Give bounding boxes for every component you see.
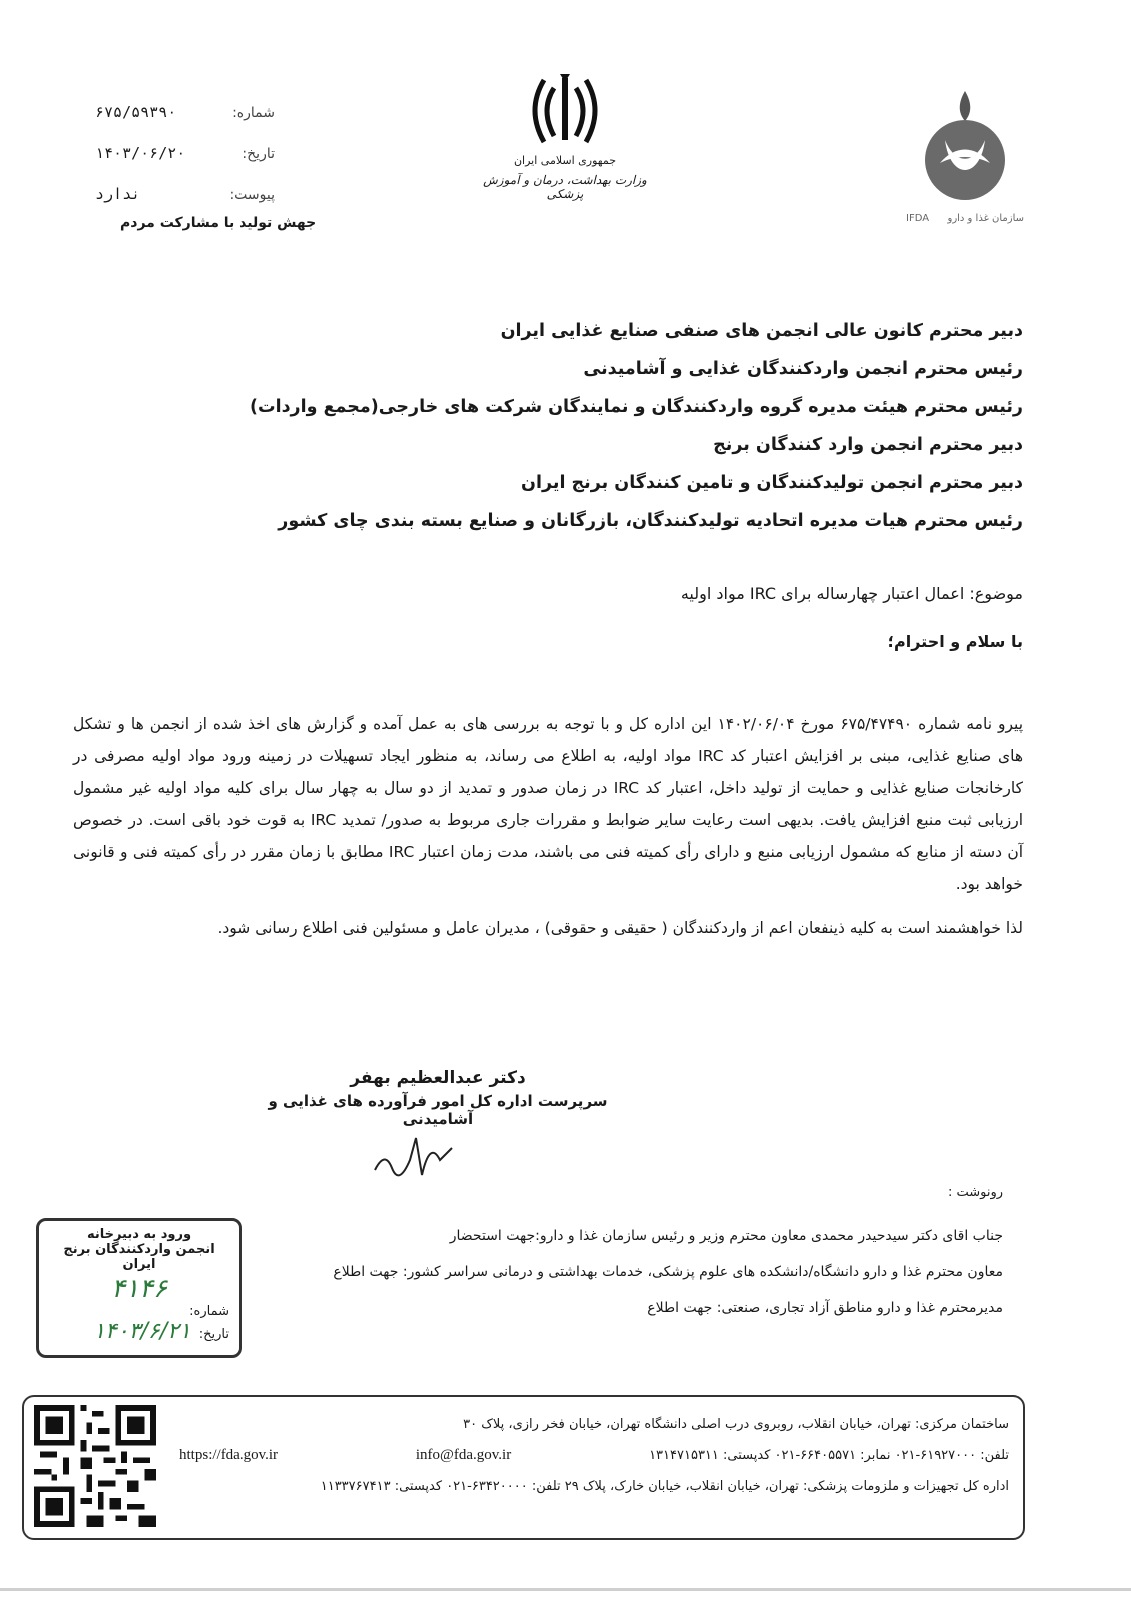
handwritten-signature-icon bbox=[370, 1130, 460, 1190]
recipient-line: دبیر محترم انجمن وارد کنندگان برنج bbox=[713, 435, 1023, 455]
cc-line: مدیرمحترم غذا و دارو مناطق آزاد تجاری، صنعتی: جهت اطلاع bbox=[647, 1300, 1003, 1316]
recipient-line: رئیس محترم هیات مدیره اتحادیه تولیدکنندگان، بازرگانان و صنایع بسته بندی چای کشور bbox=[278, 511, 1023, 531]
letter-number-label: شماره: bbox=[232, 105, 275, 121]
ifda-caption-en: IFDA bbox=[906, 213, 930, 224]
footer-address-2: اداره کل تجهیزات و ملزومات پزشکی: تهران، خیابان انقلاب، خیابان خارک، پلاک ۲۹ تلفن: ۶۳۴۲۰۰۰۰-۰۲۱ کدپستی: ۱۱۳۳۷۶۷۴۱۳ bbox=[320, 1479, 1009, 1494]
letter-date-label: تاریخ: bbox=[242, 146, 275, 162]
letter-meta bbox=[95, 92, 275, 215]
emblem-line-1: جمهوری اسلامی ایران bbox=[513, 154, 617, 167]
recipient-line: رئیس محترم هیئت مدیره گروه واردکنندگان و نمایندگان شرکت های خارجی(مجمع واردات) bbox=[249, 397, 1023, 417]
body-paragraph: لذا خواهشمند است به کلیه ذینفعان اعم از واردکنندگان ( حقیقی و حقوقی) ، مدیران عامل و مسئولین فنی اطلاع رسانی شود. bbox=[217, 919, 1023, 937]
letter-attachment-row bbox=[95, 174, 275, 215]
footer-contact-1: تلفن: ۶۱۹۲۷۰۰۰-۰۲۱ نمابر: ۶۶۴۰۵۵۷۱-۰۲۱ کدپستی: ۱۳۱۴۷۱۵۳۱۱ bbox=[649, 1448, 1009, 1463]
letter-number-value: ۶۷۵/۵۹۳۹۰ bbox=[95, 103, 177, 121]
receipt-stamp bbox=[36, 1218, 242, 1358]
footer-email-link[interactable]: info@fda.gov.ir bbox=[415, 1447, 512, 1463]
qr-code-icon bbox=[34, 1405, 156, 1527]
stamp-title-2: انجمن واردکنندگان برنج ایران bbox=[63, 1242, 215, 1272]
letter-body bbox=[73, 708, 1023, 944]
stamp-number-label: شماره: bbox=[189, 1304, 229, 1319]
recipients-list bbox=[123, 312, 1023, 540]
stamp-date-value: ۱۴۰۳/۶/۲۱ bbox=[93, 1319, 191, 1344]
bottom-rule bbox=[0, 1588, 1131, 1591]
ifda-logo bbox=[900, 85, 1030, 224]
signatory-title: سرپرست اداره کل امور فرآورده های غذایی و آشامیدنی bbox=[268, 1092, 608, 1128]
iran-emblem-icon bbox=[530, 70, 600, 148]
letter-attachment-value: ندارد bbox=[95, 185, 141, 203]
stamp-title-1: ورود به دبیرخانه bbox=[86, 1227, 192, 1242]
letter-date-row bbox=[95, 133, 275, 174]
stamp-date-label: تاریخ: bbox=[198, 1327, 229, 1342]
footer-box bbox=[22, 1395, 1025, 1540]
body-paragraph: پیرو نامه شماره ۶۷۵/۴۷۴۹۰ مورخ ۱۴۰۲/۰۶/۰۴ این اداره کل و با توجه به بررسی های به عمل آمده و گزارش های اخذ شده از انجمن ها و تشکل های صنایع غذایی، مبنی بر افزایش اعتبار کد IRC مواد اولیه، به اطلاع می رساند، به منظور ایجاد تسهیلات در زمینه ورود مواد اولیه مصرفی در کارخانجات صنایع غذایی و حمایت از تولید داخل، اعتبار کد IRC در زمان صدور و تمدید از دو سال به چهار سال برای کلیه مواد اولیه غیر مشمول ارزیابی ثبت منبع افزایش یافت. بدیهی است رعایت سایر ضوابط و مقررات جاری مربوط به صدور/ تمدید IRC به قوت خود باقی است. در خصوص آن دسته از منابع که مشمول ارزیابی منبع و دارای رأی کمیته فنی می باشند، مدت زمان اعتبار IRC مطابق با زمان مقرر در رأی کمیته فنی و قانونی خواهد بود. bbox=[73, 715, 1024, 893]
recipient-line: رئیس محترم انجمن واردکنندگان غذایی و آشامیدنی bbox=[583, 359, 1023, 379]
ifda-caption-fa: سازمان غذا و دارو bbox=[947, 213, 1024, 224]
signatory-name: دکتر عبدالعظیم بهفر bbox=[350, 1068, 526, 1088]
footer-website-link[interactable]: https://fda.gov.ir bbox=[179, 1447, 279, 1463]
letter-attachment-label: پیوست: bbox=[229, 187, 275, 203]
ifda-logo-icon bbox=[910, 85, 1020, 205]
cc-line: جناب اقای دکتر سیدحیدر محمدی معاون محترم وزیر و رئیس سازمان غذا و دارو:جهت استحضار bbox=[449, 1228, 1003, 1244]
signature-block bbox=[248, 1068, 628, 1128]
cc-list bbox=[183, 1218, 1003, 1326]
letter-subject: موضوع: اعمال اعتبار چهارساله برای IRC مواد اولیه bbox=[680, 584, 1023, 603]
letter-greeting: با سلام و احترام؛ bbox=[887, 632, 1023, 651]
ministry-emblem bbox=[480, 70, 650, 201]
letter-number-row bbox=[95, 92, 275, 133]
stamp-number-value: ۴۱۴۶ bbox=[111, 1274, 167, 1304]
footer-address-1: ساختمان مرکزی: تهران، خیابان انقلاب، روبروی درب اصلی دانشگاه تهران، خیابان فخر رازی، پلاک ۳۰ bbox=[463, 1417, 1009, 1432]
recipient-line: دبیر محترم انجمن تولیدکنندگان و تامین کنندگان برنج ایران bbox=[521, 473, 1023, 493]
cc-label: رونوشت : bbox=[947, 1185, 1003, 1200]
letter-date-value: ۱۴۰۳/۰۶/۲۰ bbox=[95, 144, 186, 162]
slogan: جهش تولید با مشارکت مردم bbox=[120, 215, 317, 231]
emblem-line-2: وزارت بهداشت، درمان و آموزش پزشکی bbox=[483, 173, 647, 201]
cc-line: معاون محترم غذا و دارو دانشگاه/دانشکده های علوم پزشکی، خدمات بهداشتی و درمانی سراسر کشور: جهت اطلاع bbox=[333, 1264, 1003, 1280]
recipient-line: دبیر محترم کانون عالی انجمن های صنفی صنایع غذایی ایران bbox=[500, 321, 1023, 341]
